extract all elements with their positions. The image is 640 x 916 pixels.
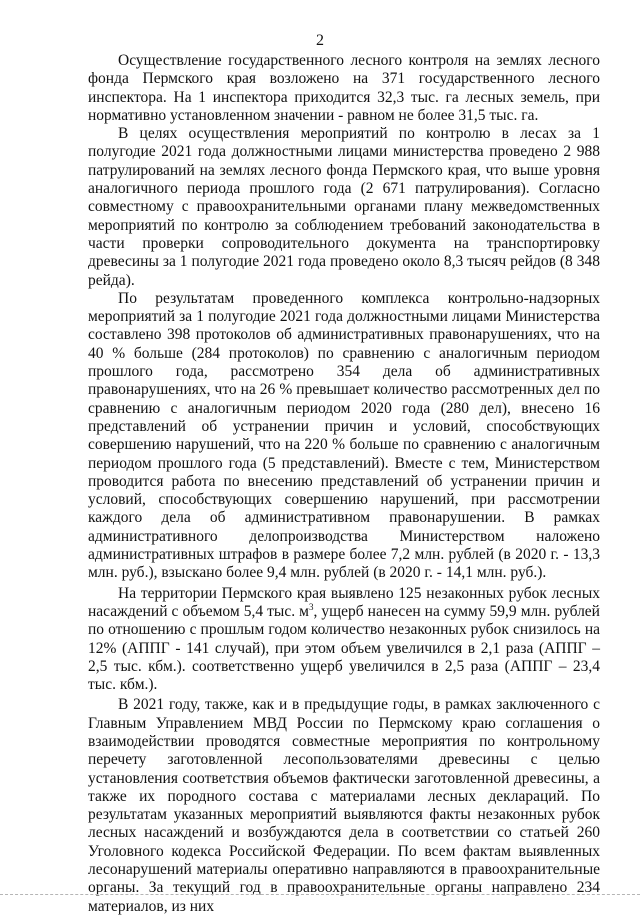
paragraph-enforcement-results: По результатам проведенного комплекса контрольно-надзорных мероприятий за 1 полугодие 2021 года должностными лицами Министерства составлено 398 протоколов об административных правонарушениях, что на 40 % больше (284 протоколов) по сравнению с аналогичным периодом прошлого года, рассмотрено 354 дела об административных правонарушениях, что на 26 % превышает количество рассмотренных дел по сравнению с аналогичным периодом 2020 года (280 дел), внесено 16 представлений об устранении причин и условий, способствующих совершению нарушений, что на 220 % больше по сравнению с аналогичным периодом прошлого года (5 представлений). Вместе с тем, Министерством проводится работа по внесению представлений об устранении причин и условий, способствующих совершению нарушений, при рассмотрении каждого дела об административном правонарушении. В рамках административного делопроизводства Министерством наложено административных штрафов в размере более 7,2 млн. рублей (в 2020 г. - 13,3 млн. руб.), взыскано более 9,4 млн. рублей (в 2020 г. - 14,1 млн. руб.). [88, 289, 600, 582]
paragraph-illegal-logging [88, 585, 600, 695]
document-body [88, 52, 600, 916]
paragraph-forest-inspectors: Осуществление государственного лесного контроля на землях лесного фонда Пермского края возложено на 371 государственного лесного инспектора. На 1 инспектора приходится 32,3 тыс. га лесных земель, при нормативно установленном значении - равном не более 31,5 тыс. га. [88, 52, 600, 124]
paragraph-patrols: В целях осуществления мероприятий по контролю в лесах за 1 полугодие 2021 года должностными лицами министерства проведено 2 988 патрулирований на землях лесного фонда Пермского края, что выше уровня аналогичного периода прошлого года (2 671 патрулирования). Согласно совместному с правоохранительными органами плану межведомственных мероприятий по контролю за соблюдением требований законодательства в части проверки сопроводительного документа на транспортировку древесины за 1 полугодие 2021 года проведено около 8,3 тысяч рейдов (8 348 рейда). [88, 125, 600, 289]
illegal-logging-text-start: На территории Пермского края выявлено 125 незаконных рубок лесных насаждений с объемом 5,4 тыс. м [88, 584, 600, 620]
illegal-logging-text-end: , ущерб нанесен на сумму 59,9 млн. рублей по отношению с прошлым годом количество незаконных рубок снизилось на 12% (АППГ - 141 случай), при этом объем увеличился в 2,1 раза (АППГ – 2,5 тыс. кбм.). соответственно ущерб увеличился в 2,5 раза (АППГ – 23,4 тыс. кбм.). [88, 602, 600, 694]
paragraph-joint-measures: В 2021 году, также, как и в предыдущие годы, в рамках заключенного с Главным Управлением МВД России по Пермскому краю соглашения о взаимодействии проводятся совместные мероприятия по контрольному перечету заготовленной лесопользователями древесины с целью установления соответствия объемов фактически заготовленной древесины, а также их породного состава с материалами лесных деклараций. По результатам указанных мероприятий выявляются факты незаконных рубок лесных насаждений и возбуждаются дела в соответствии со статьей 260 Уголовного кодекса Российской Федерации. По всем фактам выявленных лесонарушений материалы оперативно направляются в правоохранительные органы. За текущий год в правоохранительные органы направлено 234 материалов, из них [88, 696, 600, 915]
cubic-superscript: 3 [308, 601, 314, 612]
page-number: 2 [316, 32, 324, 49]
footer-divider [0, 894, 640, 895]
